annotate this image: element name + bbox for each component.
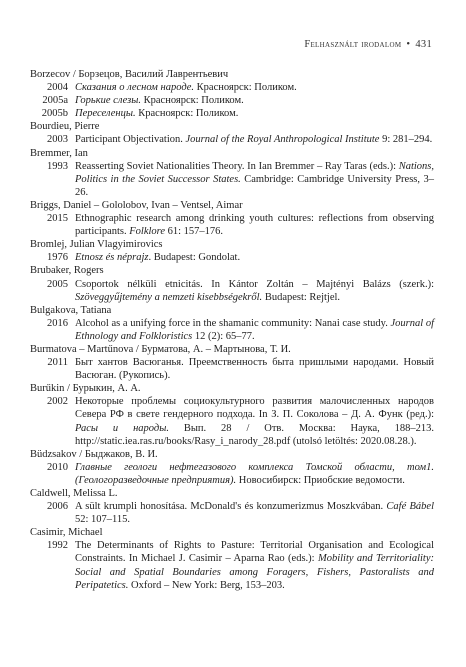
bibliography-entry xyxy=(30,395,434,447)
bibliography-entry xyxy=(30,251,434,264)
entry-text-part: Новосибирск: Приобские ведомости. xyxy=(236,474,405,486)
bibliography-entry xyxy=(30,212,434,238)
entry-title-italic: Szöveggyűjtemény a nemzeti kisebbségekről. xyxy=(75,291,263,303)
entry-text xyxy=(75,94,434,107)
entry-text-part: Csoportok nélküli etnicitás. In Kántor Zoltán – Majtényi Balázs (szerk.): xyxy=(75,278,434,290)
entry-text-part: Быт хантов Васюганья. Преемственность быта пришлыми народами. Новый Васюган. (Рукопись). xyxy=(75,357,434,382)
bibliography-entry xyxy=(30,500,434,526)
entry-text-part: Красноярск: Поликом. xyxy=(135,108,239,120)
header-separator: • xyxy=(406,39,411,50)
entry-text-part: Reasserting Soviet Nationalities Theory. In Ian Bremmer – Ray Taras (eds.): xyxy=(75,160,399,172)
entry-text-part: Красноярск: Поликом. xyxy=(141,95,244,107)
entry-text-part: Alcohol as a unifying force in the shamanic community: Nanai case study. xyxy=(75,317,391,329)
entry-text xyxy=(75,133,434,146)
entry-text xyxy=(75,317,434,343)
entry-year: 1993 xyxy=(47,160,68,172)
entry-text xyxy=(75,278,434,304)
entry-text xyxy=(75,81,434,94)
author-heading: Büdzsakov / Быджаков, В. И. xyxy=(30,448,158,460)
author-heading: Bremmer, Ian xyxy=(30,147,88,159)
entry-year: 2006 xyxy=(47,501,68,513)
entry-title-italic: Горькие слезы. xyxy=(75,95,142,107)
entry-title-italic: Переселенцы. xyxy=(75,108,136,120)
author-heading: Bromlej, Julian Vlagyimirovics xyxy=(30,239,163,251)
entry-title-italic: Journal of the Royal Anthropological Institute xyxy=(185,134,380,146)
entry-title-italic: Etnosz és néprajz xyxy=(75,252,149,264)
entry-year: 1976 xyxy=(47,252,68,264)
entry-text xyxy=(75,539,434,591)
entry-text-part: Красноярск: Поликом. xyxy=(194,82,297,94)
entry-text xyxy=(75,356,434,382)
bibliography-entry xyxy=(30,107,434,120)
author-heading: Burmatova – Martűnova / Бурматова, А. – Мартынова, Т. И. xyxy=(30,343,291,355)
entry-title-italic: Сказания о лесном народе. xyxy=(75,82,195,94)
entry-text-part: Ethnographic research among drinking youth cultures: reflections from observing participants. xyxy=(75,213,434,238)
entry-year: 2016 xyxy=(47,317,68,329)
entry-year: 2003 xyxy=(47,134,68,146)
entry-text-part: Oxford – New York: Berg, 153–203. xyxy=(128,579,285,591)
bibliography-entry xyxy=(30,278,434,304)
entry-year: 2002 xyxy=(47,396,68,408)
bibliography-entry xyxy=(30,539,434,591)
entry-text-part: Cambridge: Cambridge University Press, 3–26. xyxy=(75,173,434,198)
entry-text xyxy=(75,461,434,487)
entry-text-part: 61: 157–176. xyxy=(165,226,224,238)
entry-title-italic: Mobility and Territoriality: Social and Spatial Boundaries among Foragers, Fishers, Pastoralists and Peripatetics. xyxy=(75,553,434,591)
bibliography-entry xyxy=(30,317,434,343)
header-title: Felhasznált irodalom xyxy=(304,39,402,50)
entry-title-italic: Главные геологи нефтегазового комплекса Томской области, том1. (Геологоразведочные предприятия). xyxy=(75,461,434,486)
entry-text xyxy=(75,160,434,199)
entry-text-part: Некоторые проблемы социокультурного развития малочисленных народов Севера РФ в свете гендерного подхода. In З. П. Соколова – Д. А. Функ (ред.): xyxy=(75,396,434,421)
running-header xyxy=(304,39,432,50)
entry-year: 2015 xyxy=(47,213,68,225)
entry-year: 2005 xyxy=(47,278,68,290)
entry-text-part: A sült krumpli honosítása. McDonald's és konzumerizmus Moszkvában. xyxy=(75,501,387,513)
entry-year: 1992 xyxy=(47,540,68,552)
entry-title-italic: Café Bábel xyxy=(386,501,435,513)
entry-title-italic: Journal of Ethnology and Folkloristics xyxy=(75,317,434,342)
bibliography-entry xyxy=(30,94,434,107)
author-heading: Bulgakova, Tatiana xyxy=(30,304,112,316)
entry-text-part: 12 (2): 65–77. xyxy=(192,330,255,342)
entry-text-part: 52: 107–115. xyxy=(75,514,131,526)
entry-year: 2010 xyxy=(47,461,68,473)
entry-year: 2004 xyxy=(47,82,68,94)
entry-text xyxy=(75,107,434,120)
entry-text-part: Participant Objectivation. xyxy=(75,134,186,146)
entry-text-part: Budapest: Rejtjel. xyxy=(262,291,341,303)
entry-text xyxy=(75,212,434,238)
author-heading: Burűkin / Бурыкин, А. А. xyxy=(30,383,141,395)
entry-title-italic: Folklore xyxy=(129,226,165,238)
entry-text xyxy=(75,395,434,447)
bibliography-entry xyxy=(30,461,434,487)
bibliography-entry xyxy=(30,160,434,199)
entry-text-part: Вып. 28 / Отв. Москва: Наука, 188–213. http://static.iea.ras.ru/books/Rasy_i_narody_28.pdf (utolsó letöltés: 2020.08.28.). xyxy=(75,422,435,447)
author-heading: Caldwell, Melissa L. xyxy=(30,488,118,499)
bibliography-entry xyxy=(30,133,434,146)
author-heading: Brubaker, Rogers xyxy=(30,265,104,277)
entry-title-italic: Расы и народы. xyxy=(75,422,169,434)
author-heading: Borzecov / Борзецов, Василий Лаврентьевич xyxy=(30,69,229,80)
bibliography-list xyxy=(30,68,434,592)
entry-text-part: . Budapest: Gondolat. xyxy=(148,252,241,264)
entry-year: 2005b xyxy=(41,108,68,120)
author-heading: Bourdieu, Pierre xyxy=(30,121,100,133)
entry-text xyxy=(75,500,434,526)
entry-title-italic: Nations, Politics in the Soviet Successor States. xyxy=(75,160,434,185)
author-heading: Casimir, Michael xyxy=(30,527,103,539)
entry-text-part: The Determinants of Rights to Pasture: Territorial Organisation and Ecological Constraints. In Michael J. Casimir – Aparna Rao (eds.): xyxy=(75,540,434,565)
entry-year: 2011 xyxy=(47,357,68,369)
bibliography-entry xyxy=(30,81,434,94)
entry-text-part: 9: 281–294. xyxy=(379,134,433,146)
page-number: 431 xyxy=(415,39,432,50)
bibliography-entry xyxy=(30,356,434,382)
author-heading: Briggs, Daniel – Gololobov, Ivan – Ventsel, Aimar xyxy=(30,199,243,211)
entry-text xyxy=(75,251,434,264)
entry-year: 2005a xyxy=(42,95,68,107)
